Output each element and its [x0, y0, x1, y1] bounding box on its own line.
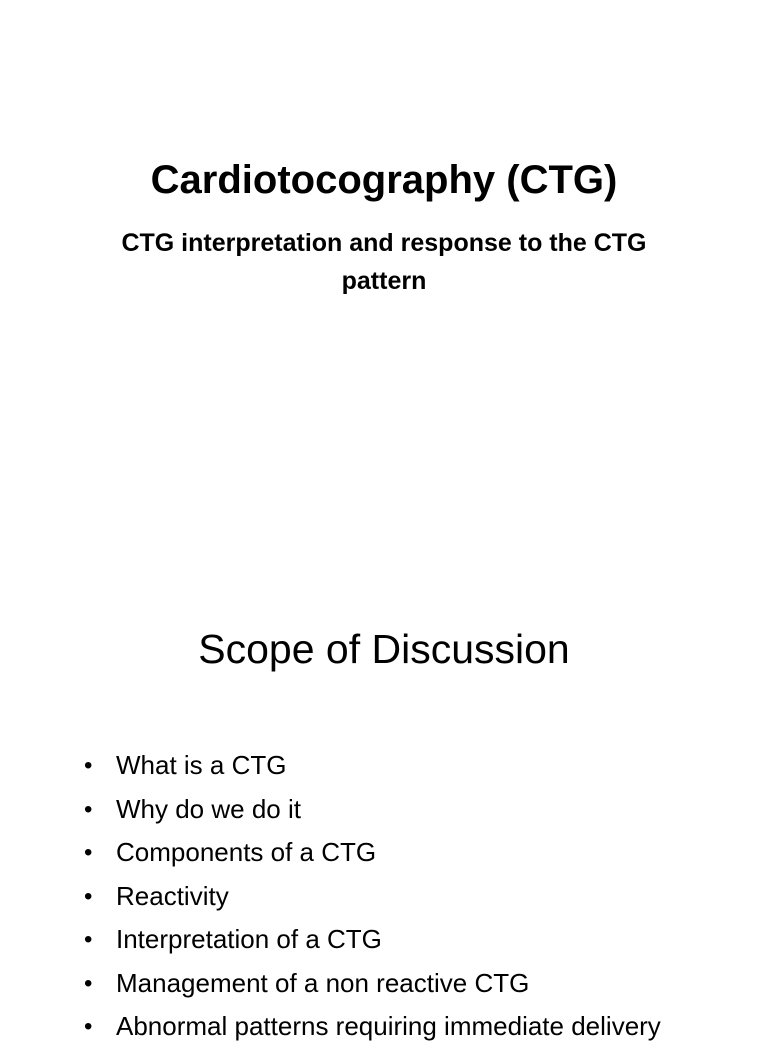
list-item-text: Reactivity — [116, 880, 229, 911]
list-item-text: Why do we do it — [116, 793, 301, 824]
bullet-icon: • — [84, 926, 93, 953]
list-item-text: Management of a non reactive CTG — [116, 967, 530, 998]
bullet-icon: • — [84, 882, 93, 910]
bullet-icon: • — [84, 839, 93, 866]
bullet-icon: • — [84, 1013, 93, 1040]
slide-subtitle: CTG interpretation and response to the CTG pattern — [121, 229, 647, 295]
bullet-icon: • — [84, 969, 93, 997]
slide-title: Cardiotocography (CTG) — [150, 158, 618, 202]
scope-slide — [0, 560, 768, 1041]
list-item-text: Interpretation of a CTG — [116, 924, 382, 954]
list-item-text: Abnormal patterns requiring immediate delivery — [116, 1011, 661, 1041]
bullet-icon: • — [84, 752, 93, 779]
scope-title: Scope of Discussion — [198, 626, 570, 672]
bullet-icon: • — [84, 795, 93, 823]
list-item-text: Components of a CTG — [116, 837, 377, 867]
list-item-text: What is a CTG — [116, 750, 287, 780]
